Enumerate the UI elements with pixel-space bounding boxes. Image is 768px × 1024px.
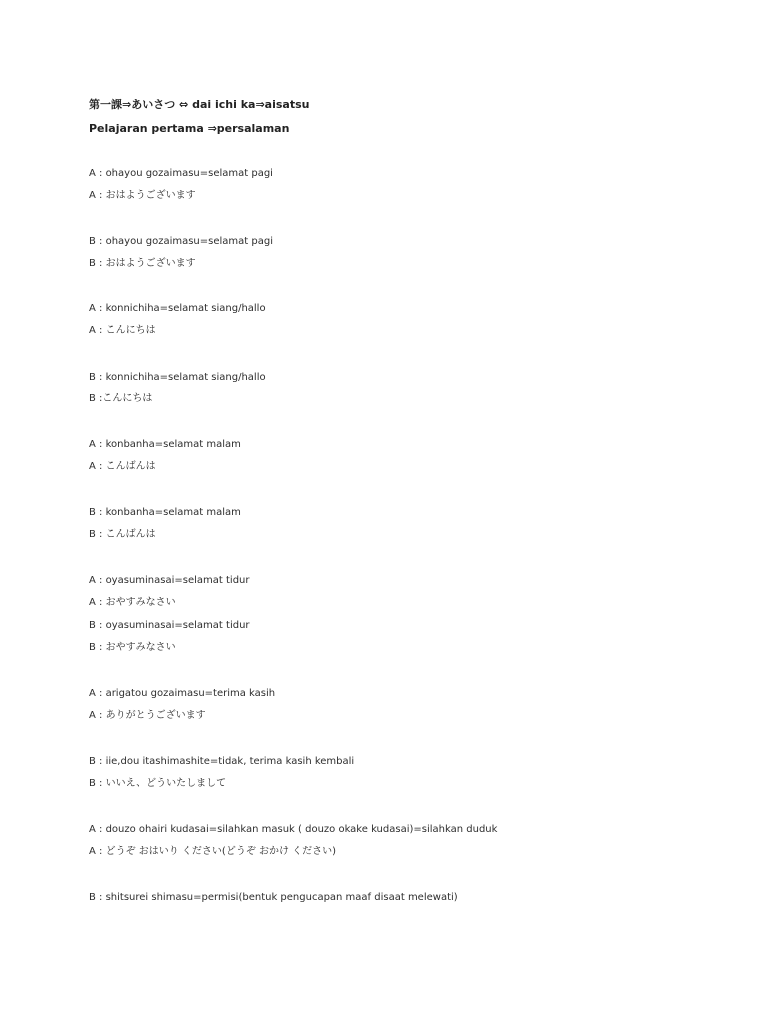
dialogue-line: B : おはようございます bbox=[89, 258, 196, 269]
dialogue-line: B :こんにちは bbox=[89, 393, 153, 404]
dialogue-line: B : ohayou gozaimasu=selamat pagi bbox=[89, 236, 273, 247]
dialogue-line: A : おやすみなさい bbox=[89, 597, 176, 608]
dialogue-line: A : こんばんは bbox=[89, 461, 156, 472]
lesson-subtitle: Pelajaran pertama ⇒persalaman bbox=[89, 122, 290, 135]
lesson-title: 第一課⇒あいさつ ⇔ dai ichi ka⇒aisatsu bbox=[89, 98, 310, 111]
dialogue-line: A : oyasuminasai=selamat tidur bbox=[89, 575, 250, 586]
dialogue-line: B : いいえ、どういたしまして bbox=[89, 778, 227, 789]
dialogue-line: B : こんばんは bbox=[89, 529, 156, 540]
document-page bbox=[89, 98, 749, 904]
dialogue-line: A : konbanha=selamat malam bbox=[89, 439, 241, 450]
dialogue-line: B : shitsurei shimasu=permisi(bentuk pengucapan maaf disaat melewati) bbox=[89, 892, 458, 903]
dialogue-line: B : konbanha=selamat malam bbox=[89, 507, 241, 518]
dialogue-line: A : douzo ohairi kudasai=silahkan masuk ( douzo okake kudasai)=silahkan duduk bbox=[89, 824, 498, 835]
dialogue-line: A : こんにちは bbox=[89, 325, 156, 336]
dialogue-line: A : konnichiha=selamat siang/hallo bbox=[89, 303, 266, 314]
dialogue-line: B : おやすみなさい bbox=[89, 642, 176, 653]
dialogue-line: A : どうぞ おはいり ください(どうぞ おかけ ください) bbox=[89, 846, 337, 857]
dialogue-line: B : oyasuminasai=selamat tidur bbox=[89, 620, 250, 631]
dialogue-line: A : ohayou gozaimasu=selamat pagi bbox=[89, 168, 273, 179]
dialogue-line: A : arigatou gozaimasu=terima kasih bbox=[89, 688, 276, 699]
dialogue-line: B : iie,dou itashimashite=tidak, terima kasih kembali bbox=[89, 756, 355, 767]
dialogue-line: A : ありがとうございます bbox=[89, 710, 206, 721]
dialogue-line: A : おはようございます bbox=[89, 190, 196, 201]
dialogue-line: B : konnichiha=selamat siang/hallo bbox=[89, 372, 266, 383]
